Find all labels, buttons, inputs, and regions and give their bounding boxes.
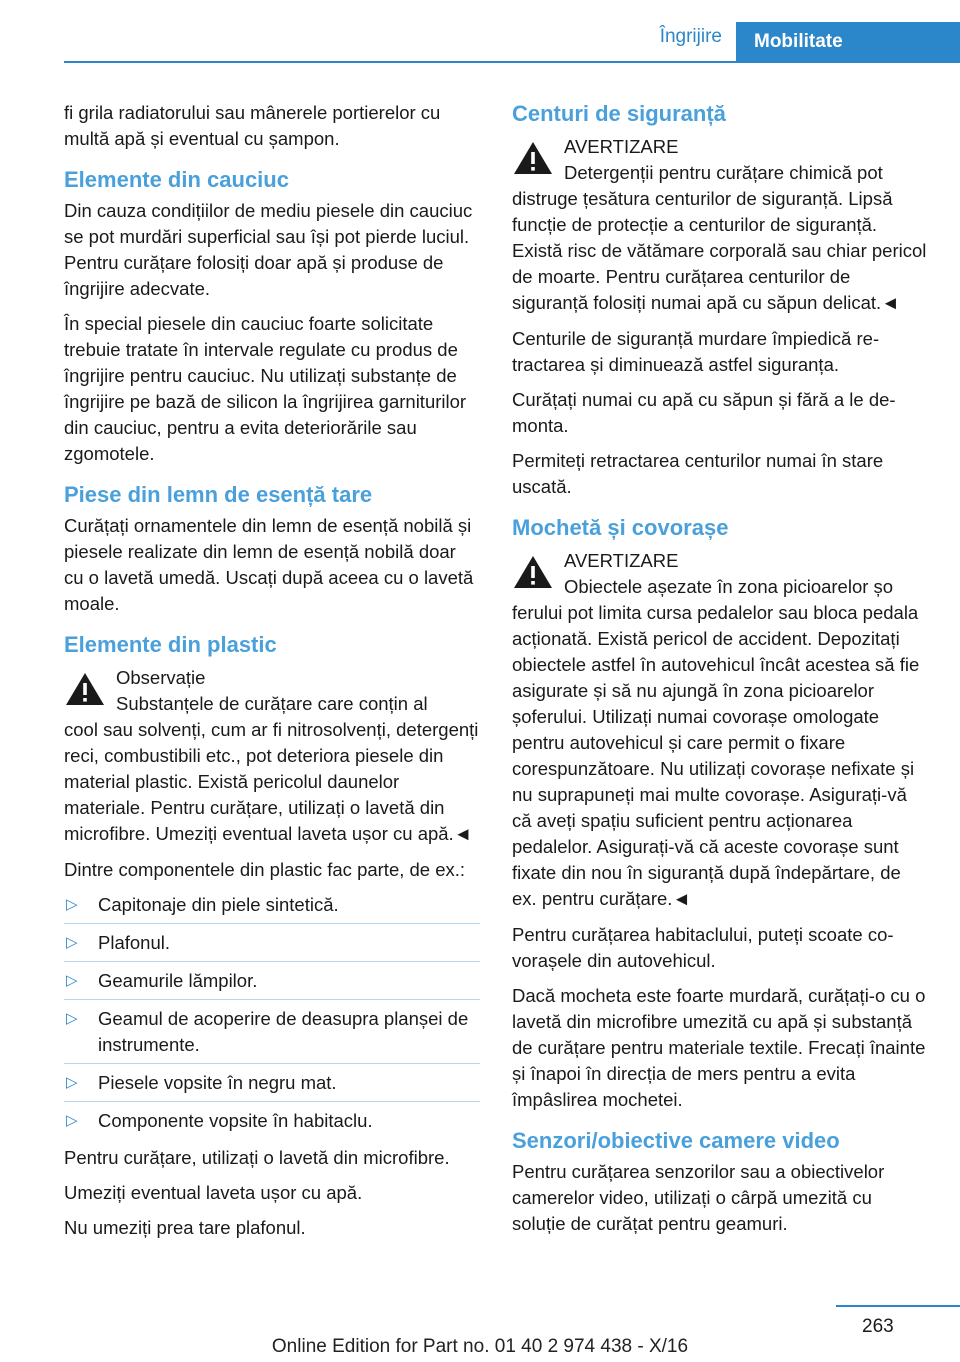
triangle-right-icon: ▷ xyxy=(66,1112,78,1129)
page-number: 263 xyxy=(862,1316,894,1337)
warning-body-rest: distruge țesătura centurilor de siguranță. Lipsă funcție de protecție a centurilor de siguranță. Există risc de vătămare corporală sau chiar pericol de moarte. Pentru curățarea centurilor de siguranță folosiți numai apă cu săpun delicat.◄ xyxy=(512,188,927,313)
tab-mobilitate[interactable]: Mobilitate xyxy=(736,22,960,62)
list-item: ▷ Geamurile lămpilor. xyxy=(64,968,480,1000)
plastic-notice xyxy=(64,665,480,847)
plastic-p1: Dintre componentele din plastic fac parte, de ex.: xyxy=(64,859,466,880)
notice-body-rest: cool sau solvenți, cum ar fi nitrosolvenți, detergenți reci, combustibili etc., pot deteriora piesele din material plastic. Există pericolul daunelor materiale. Pentru curățare, utilizați o lavetă din microfibre. Umeziți eventual laveta ușor cu apă.◄ xyxy=(64,719,479,844)
heading-plastic: Elemente din plastic xyxy=(64,632,277,657)
rubber-p1: Din cauza condițiilor de mediu piesele din cauciuc se pot murdări superficial sau își pot pierde luciul. Pentru curățare folosiți doar apă și produse de îngrijire adecvate. xyxy=(64,200,473,299)
footer-edition: Online Edition for Part no. 01 40 2 974 438 - X/16 xyxy=(271,1336,689,1357)
list-item: ▷ Componente vopsite în habitaclu. xyxy=(64,1108,480,1139)
notice-body-first: Substanțele de curățare care conțin al xyxy=(116,693,428,714)
heading-wood: Piese din lemn de esență tare xyxy=(64,482,373,507)
warning-title: AVERTIZARE xyxy=(564,136,679,157)
list-item: ▷ Capitonaje din piele sintetică. xyxy=(64,892,480,924)
notice-title: Observație xyxy=(116,667,206,688)
list-item: ▷ Geamul de acoperire de deasupra planșei de instrumente. xyxy=(64,1006,480,1064)
sensors-p1: Pentru curățarea senzorilor sau a obiectivelor camerelor video, utilizați o cârpă umezită cu soluție de curățat pentru geamuri. xyxy=(512,1161,885,1234)
heading-rubber: Elemente din cauciuc xyxy=(64,167,289,192)
warning-triangle-icon xyxy=(512,554,554,590)
belts-warning xyxy=(512,134,928,316)
header-rule xyxy=(64,61,960,63)
carpet-p2: Dacă mocheta este foarte murdară, curățați-o cu o lavetă din microfibre umezită cu apă și substanță de curățare pentru materiale textile. Frecați înainte și înapoi în direcția de mers pentru a evita împâslirea mochetei. xyxy=(512,985,926,1110)
plastic-p4: Nu umeziți prea tare plafonul. xyxy=(64,1217,306,1238)
triangle-right-icon: ▷ xyxy=(66,1010,78,1027)
plastic-p2: Pentru curățare, utilizați o lavetă din microfibre. xyxy=(64,1147,450,1168)
warning-title: AVERTIZARE xyxy=(564,550,679,571)
rubber-p2: În special piesele din cauciuc foarte solicitate trebuie tratate în intervale regulate cu produs de îngrijire pentru cauciuc. Nu utilizați substanțe de îngrijire pe bază de silicon la îngrijirea garniturilor din cauciuc, pentru a evita deteriorările sau zgomotele. xyxy=(64,313,467,464)
plastic-list xyxy=(64,892,480,1139)
left-column xyxy=(64,100,480,1250)
belts-p1: Centurile de siguranță murdare împiedică retractarea și diminuează astfel siguranța. xyxy=(512,328,880,375)
warning-triangle-icon xyxy=(512,140,554,176)
tab-ingrijire[interactable]: Îngrijire xyxy=(659,26,722,47)
triangle-right-icon: ▷ xyxy=(66,972,78,989)
warning-body-first: Obiectele așezate în zona picioarelor șo xyxy=(564,576,894,597)
plastic-p3: Umeziți eventual laveta ușor cu apă. xyxy=(64,1182,363,1203)
belts-p2: Curățați numai cu apă cu săpun și fără a le demonta. xyxy=(512,389,896,436)
heading-sensors: Senzori/obiective camere video xyxy=(512,1128,840,1153)
heading-carpet: Mochetă și covorașe xyxy=(512,515,729,540)
warning-triangle-icon xyxy=(64,671,106,707)
heading-belts: Centuri de siguranță xyxy=(512,101,726,126)
warning-body-rest: ferului pot limita cursa pedalelor sau bloca pedala acționată. Există pericol de accident. Depozitați obiectele astfel în autovehicul încât acestea să fie asigurate și să nu ajungă în zona picioarelor șoferului. Utilizați numai covorașe omologate pentru autovehicul și care permit o fixare corespunzătoare. Nu utilizați covorașe nefixate și nu suprapuneți mai multe covorașe. Asigurați-vă că aveți spațiu suficient pentru acționarea pedalelor. Asigurați-vă că aceste covorașe sunt fixate din nou în siguranță după îndepărtare, de ex. pentru curățare.◄ xyxy=(512,602,920,909)
carpet-p1: Pentru curățarea habitaclului, puteți scoate covorașele din autovehicul. xyxy=(512,924,894,971)
triangle-right-icon: ▷ xyxy=(66,896,78,913)
page-header xyxy=(0,0,960,62)
right-column xyxy=(512,100,928,1246)
carpet-warning xyxy=(512,548,928,912)
warning-body-first: Detergenții pentru curățare chimică pot xyxy=(564,162,883,183)
list-item: ▷ Plafonul. xyxy=(64,930,480,962)
triangle-right-icon: ▷ xyxy=(66,1074,78,1091)
triangle-right-icon: ▷ xyxy=(66,934,78,951)
list-item: ▷ Piesele vopsite în negru mat. xyxy=(64,1070,480,1102)
footer-rule xyxy=(836,1305,960,1307)
wood-p1: Curățați ornamentele din lemn de esență nobilă și piesele realizate din lemn de esență nobilă doar cu o lavetă umedă. Uscați după aceea cu o lavetă moale. xyxy=(64,515,474,614)
belts-p3: Permiteți retractarea centurilor numai în stare uscată. xyxy=(512,450,884,497)
intro-text: fi grila radiatorului sau mânerele portierelor cu multă apă și eventual cu șampon. xyxy=(64,102,441,149)
